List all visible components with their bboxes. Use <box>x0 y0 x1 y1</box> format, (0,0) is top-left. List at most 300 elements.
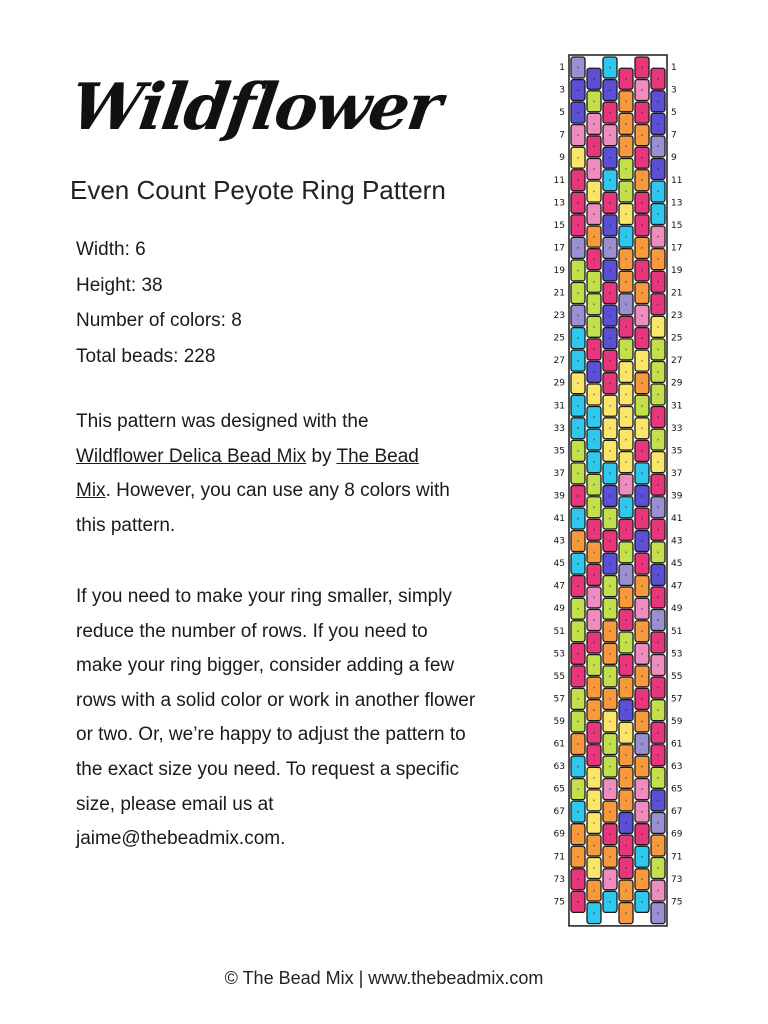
bead-hole-17-4 <box>625 439 627 441</box>
bead-hole-28-4 <box>625 687 627 689</box>
spec-colors: Number of colors: 8 <box>76 310 242 331</box>
bead-hole-20-2 <box>593 506 595 508</box>
bead-hole-13-1 <box>577 337 579 339</box>
bead-hole-6-3 <box>609 179 611 181</box>
row-number-left: 67 <box>553 807 565 818</box>
contact-email[interactable]: jaime@thebeadmix.com <box>76 828 281 850</box>
bead-hole-10-6 <box>657 281 659 283</box>
bead-hole-7-2 <box>593 213 595 215</box>
bead-hole-33-2 <box>593 799 595 801</box>
bead-hole-15-3 <box>609 382 611 384</box>
row-number-right: 41 <box>671 514 683 524</box>
bead-hole-18-4 <box>625 461 627 463</box>
row-number-left: 61 <box>553 739 565 750</box>
row-number-left: 7 <box>559 130 565 141</box>
row-number-right: 17 <box>671 243 683 254</box>
bead-hole-32-1 <box>577 766 579 768</box>
row-number-right: 47 <box>671 581 683 592</box>
bead-hole-4-5 <box>641 134 643 136</box>
bead-hole-37-3 <box>609 878 611 880</box>
bead-hole-32-6 <box>657 777 659 779</box>
bead-hole-36-6 <box>657 867 659 869</box>
bead-hole-36-4 <box>625 867 627 869</box>
bead-hole-7-4 <box>625 213 627 215</box>
bead-hole-20-6 <box>657 506 659 508</box>
row-number-right: 57 <box>671 694 683 705</box>
row-number-right: 27 <box>671 356 683 367</box>
bead-hole-1-4 <box>625 78 627 80</box>
bead-hole-8-3 <box>609 224 611 226</box>
bead-hole-29-6 <box>657 709 659 711</box>
bead-hole-3-3 <box>609 112 611 114</box>
bead-hole-1-3 <box>609 67 611 69</box>
bead-hole-18-2 <box>593 461 595 463</box>
bead-hole-15-1 <box>577 382 579 384</box>
bead-hole-30-2 <box>593 732 595 734</box>
bead-hole-19-6 <box>657 484 659 486</box>
row-number-left: 55 <box>553 671 565 682</box>
bead-hole-30-6 <box>657 732 659 734</box>
bead-hole-26-3 <box>609 630 611 632</box>
bead-hole-8-2 <box>593 236 595 238</box>
the-bead-mix-link-continued[interactable]: Mix <box>76 480 106 502</box>
bead-hole-38-4 <box>625 912 627 914</box>
bead-hole-33-5 <box>641 788 643 790</box>
bead-hole-14-5 <box>641 360 643 362</box>
bead-hole-16-1 <box>577 405 579 407</box>
bead-hole-21-3 <box>609 518 611 520</box>
bead-hole-8-5 <box>641 224 643 226</box>
row-number-left: 19 <box>553 265 565 276</box>
bead-hole-31-4 <box>625 754 627 756</box>
row-number-left: 51 <box>553 626 565 637</box>
paragraph-by-text: by <box>306 445 337 467</box>
row-number-right: 3 <box>671 85 677 96</box>
bead-hole-4-4 <box>625 145 627 147</box>
bead-hole-6-5 <box>641 179 643 181</box>
row-number-left: 59 <box>553 716 565 727</box>
bead-hole-5-4 <box>625 168 627 170</box>
bead-hole-10-1 <box>577 269 579 271</box>
row-number-right: 67 <box>671 807 683 818</box>
bead-hole-11-2 <box>593 303 595 305</box>
bead-hole-3-2 <box>593 123 595 125</box>
bead-hole-12-1 <box>577 315 579 317</box>
row-number-left: 49 <box>553 604 565 615</box>
bead-hole-13-3 <box>609 337 611 339</box>
row-number-right: 31 <box>671 401 683 412</box>
row-number-left: 15 <box>553 220 565 231</box>
bead-hole-34-5 <box>641 811 643 813</box>
bead-hole-10-2 <box>593 281 595 283</box>
bead-hole-22-2 <box>593 551 595 553</box>
row-number-right: 1 <box>671 63 677 73</box>
row-number-left: 71 <box>553 852 565 863</box>
row-number-right: 73 <box>671 874 683 885</box>
bead-hole-15-6 <box>657 393 659 395</box>
bead-hole-32-4 <box>625 777 627 779</box>
row-number-right: 7 <box>671 130 677 141</box>
bead-hole-29-4 <box>625 709 627 711</box>
row-number-right: 55 <box>671 671 683 682</box>
bead-hole-10-3 <box>609 269 611 271</box>
bead-hole-8-6 <box>657 236 659 238</box>
row-number-left: 37 <box>553 468 565 479</box>
row-number-right: 15 <box>671 220 683 231</box>
bead-hole-4-2 <box>593 145 595 147</box>
wildflower-mix-link[interactable]: Wildflower Delica Bead Mix <box>76 445 307 467</box>
bead-hole-10-5 <box>641 269 643 271</box>
bead-hole-37-6 <box>657 890 659 892</box>
bead-hole-6-6 <box>657 191 659 193</box>
bead-hole-37-5 <box>641 878 643 880</box>
row-number-right: 71 <box>671 852 683 863</box>
bead-hole-35-5 <box>641 833 643 835</box>
bead-hole-5-1 <box>577 157 579 159</box>
bead-hole-31-2 <box>593 754 595 756</box>
bead-hole-21-2 <box>593 529 595 531</box>
bead-hole-19-2 <box>593 484 595 486</box>
row-number-left: 43 <box>553 536 565 547</box>
bead-hole-21-6 <box>657 529 659 531</box>
bead-hole-18-5 <box>641 450 643 452</box>
bead-hole-28-3 <box>609 675 611 677</box>
bead-hole-27-1 <box>577 653 579 655</box>
bead-hole-11-1 <box>577 292 579 294</box>
bead-hole-8-1 <box>577 224 579 226</box>
row-number-left: 31 <box>553 401 565 412</box>
row-number-left: 69 <box>553 829 565 840</box>
row-number-right: 5 <box>671 108 677 119</box>
row-number-right: 49 <box>671 604 683 615</box>
bead-hole-12-4 <box>625 326 627 328</box>
bead-hole-1-5 <box>641 67 643 69</box>
pattern-specs <box>76 232 242 374</box>
bead-hole-31-3 <box>609 743 611 745</box>
bead-hole-4-6 <box>657 145 659 147</box>
bead-hole-21-1 <box>577 518 579 520</box>
bead-hole-7-6 <box>657 213 659 215</box>
bead-hole-29-3 <box>609 698 611 700</box>
row-number-right: 33 <box>671 423 683 434</box>
row-number-left: 39 <box>553 491 565 502</box>
row-number-right: 69 <box>671 829 683 840</box>
spec-total-beads: Total beads: 228 <box>76 345 216 367</box>
bead-hole-24-4 <box>625 596 627 598</box>
bead-hole-2-1 <box>577 89 579 91</box>
bead-hole-17-6 <box>657 439 659 441</box>
bead-hole-27-6 <box>657 664 659 666</box>
spec-height: Height: 38 <box>76 274 163 296</box>
bead-hole-12-5 <box>641 315 643 317</box>
bead-hole-11-5 <box>641 292 643 294</box>
bead-hole-23-3 <box>609 563 611 565</box>
bead-hole-27-2 <box>593 664 595 666</box>
bead-hole-24-2 <box>593 596 595 598</box>
bead-hole-9-4 <box>625 258 627 260</box>
row-number-right: 29 <box>671 378 683 389</box>
row-number-left: 33 <box>553 423 565 434</box>
page-footer: © The Bead Mix | www.thebeadmix.com <box>224 968 544 988</box>
bead-hole-15-2 <box>593 393 595 395</box>
bead-hole-29-1 <box>577 698 579 700</box>
bead-hole-10-4 <box>625 281 627 283</box>
bead-hole-20-4 <box>625 506 627 508</box>
row-number-left: 65 <box>553 784 565 795</box>
bead-hole-34-4 <box>625 822 627 824</box>
bead-hole-14-1 <box>577 360 579 362</box>
row-number-left: 13 <box>553 198 565 209</box>
bead-hole-12-6 <box>657 326 659 328</box>
bead-hole-24-6 <box>657 596 659 598</box>
bead-hole-35-4 <box>625 844 627 846</box>
row-number-right: 63 <box>671 762 683 773</box>
bead-hole-31-1 <box>577 743 579 745</box>
bead-hole-22-5 <box>641 540 643 542</box>
bead-hole-16-5 <box>641 405 643 407</box>
bead-hole-16-2 <box>593 416 595 418</box>
bead-mix-paragraph <box>76 405 476 543</box>
row-number-left: 21 <box>553 288 565 299</box>
bead-hole-15-5 <box>641 382 643 384</box>
bead-hole-1-2 <box>593 78 595 80</box>
bead-hole-21-5 <box>641 518 643 520</box>
bead-hole-7-1 <box>577 202 579 204</box>
bead-hole-26-5 <box>641 630 643 632</box>
bead-hole-33-6 <box>657 799 659 801</box>
bead-hole-36-1 <box>577 856 579 858</box>
bead-hole-16-6 <box>657 416 659 418</box>
bead-hole-9-5 <box>641 247 643 249</box>
bead-hole-21-4 <box>625 529 627 531</box>
bead-hole-22-6 <box>657 551 659 553</box>
bead-hole-18-1 <box>577 450 579 452</box>
bead-hole-32-3 <box>609 766 611 768</box>
bead-hole-25-4 <box>625 619 627 621</box>
row-number-right: 61 <box>671 739 683 750</box>
bead-hole-15-4 <box>625 393 627 395</box>
bead-hole-35-2 <box>593 844 595 846</box>
bead-hole-19-3 <box>609 472 611 474</box>
row-number-right: 37 <box>671 468 683 479</box>
bead-hole-29-5 <box>641 698 643 700</box>
bead-hole-9-3 <box>609 247 611 249</box>
row-number-right: 25 <box>671 333 683 344</box>
bead-hole-36-3 <box>609 856 611 858</box>
bead-hole-22-3 <box>609 540 611 542</box>
bead-hole-2-6 <box>657 100 659 102</box>
row-number-right: 51 <box>671 626 683 637</box>
bead-hole-35-6 <box>657 844 659 846</box>
bead-hole-13-6 <box>657 348 659 350</box>
bead-hole-3-4 <box>625 123 627 125</box>
bead-hole-24-5 <box>641 585 643 587</box>
bead-hole-27-3 <box>609 653 611 655</box>
bead-hole-11-4 <box>625 303 627 305</box>
bead-hole-34-2 <box>593 822 595 824</box>
bead-hole-14-2 <box>593 371 595 373</box>
bead-hole-25-6 <box>657 619 659 621</box>
bead-hole-34-6 <box>657 822 659 824</box>
bead-hole-14-3 <box>609 360 611 362</box>
bead-hole-9-2 <box>593 258 595 260</box>
row-number-left: 63 <box>553 762 565 773</box>
row-number-right: 9 <box>671 153 677 164</box>
bead-hole-30-1 <box>577 720 579 722</box>
row-number-right: 11 <box>671 175 683 186</box>
bead-hole-24-1 <box>577 585 579 587</box>
bead-hole-2-5 <box>641 89 643 91</box>
bead-hole-26-4 <box>625 642 627 644</box>
row-number-right: 45 <box>671 559 683 570</box>
bead-hole-3-6 <box>657 123 659 125</box>
row-number-right: 13 <box>671 198 683 209</box>
row-number-right: 59 <box>671 716 683 727</box>
bead-hole-35-3 <box>609 833 611 835</box>
bead-hole-12-2 <box>593 326 595 328</box>
bead-hole-30-5 <box>641 720 643 722</box>
row-number-left: 11 <box>553 175 565 186</box>
bead-hole-37-1 <box>577 878 579 880</box>
bead-hole-1-6 <box>657 78 659 80</box>
paragraph-rest-text: . However, you can use any 8 colors with this pattern. <box>76 480 450 536</box>
bead-hole-20-1 <box>577 495 579 497</box>
bead-hole-20-3 <box>609 495 611 497</box>
bead-hole-7-3 <box>609 202 611 204</box>
bead-hole-17-3 <box>609 427 611 429</box>
bead-hole-34-3 <box>609 811 611 813</box>
peyote-pattern-chart <box>540 50 700 930</box>
bead-hole-38-3 <box>609 901 611 903</box>
bead-hole-4-3 <box>609 134 611 136</box>
bead-hole-28-1 <box>577 675 579 677</box>
bead-hole-38-6 <box>657 912 659 914</box>
bead-hole-3-5 <box>641 112 643 114</box>
bead-hole-26-1 <box>577 630 579 632</box>
row-number-left: 29 <box>553 378 565 389</box>
row-number-left: 1 <box>559 63 565 73</box>
bead-hole-6-1 <box>577 179 579 181</box>
row-number-left: 17 <box>553 243 565 254</box>
bead-hole-31-5 <box>641 743 643 745</box>
bead-hole-30-4 <box>625 732 627 734</box>
bead-hole-22-4 <box>625 551 627 553</box>
row-number-right: 23 <box>671 311 683 322</box>
bead-hole-33-1 <box>577 788 579 790</box>
bead-hole-24-3 <box>609 585 611 587</box>
bead-hole-35-1 <box>577 833 579 835</box>
bead-hole-23-5 <box>641 563 643 565</box>
bead-hole-4-1 <box>577 134 579 136</box>
bead-hole-36-5 <box>641 856 643 858</box>
bead-hole-16-4 <box>625 416 627 418</box>
pattern-title: Wildflower <box>66 70 445 145</box>
row-number-left: 9 <box>559 153 565 164</box>
row-number-left: 41 <box>553 514 565 524</box>
bead-hole-37-2 <box>593 890 595 892</box>
resize-instructions-paragraph <box>76 580 476 857</box>
bead-hole-25-2 <box>593 619 595 621</box>
row-number-right: 19 <box>671 265 683 276</box>
row-number-left: 25 <box>553 333 565 344</box>
bead-hole-27-4 <box>625 664 627 666</box>
bead-hole-5-3 <box>609 157 611 159</box>
bead-hole-17-2 <box>593 439 595 441</box>
row-number-right: 53 <box>671 649 683 660</box>
row-number-right: 43 <box>671 536 683 547</box>
bead-hole-6-2 <box>593 191 595 193</box>
row-number-right: 35 <box>671 446 683 457</box>
bead-hole-2-4 <box>625 100 627 102</box>
bead-hole-38-1 <box>577 901 579 903</box>
bead-hole-37-4 <box>625 890 627 892</box>
bead-hole-11-6 <box>657 303 659 305</box>
bead-hole-28-2 <box>593 687 595 689</box>
row-number-left: 23 <box>553 311 565 322</box>
bead-hole-28-5 <box>641 675 643 677</box>
bead-hole-16-3 <box>609 405 611 407</box>
row-number-left: 73 <box>553 874 565 885</box>
bead-hole-26-6 <box>657 642 659 644</box>
row-number-left: 47 <box>553 581 565 592</box>
row-number-left: 3 <box>559 85 565 96</box>
pattern-chart-svg <box>540 50 700 930</box>
bead-hole-5-5 <box>641 157 643 159</box>
bead-hole-1-1 <box>577 67 579 69</box>
bead-hole-34-1 <box>577 811 579 813</box>
bead-hole-25-3 <box>609 608 611 610</box>
bead-hole-26-2 <box>593 642 595 644</box>
pattern-subtitle: Even Count Peyote Ring Pattern <box>70 175 446 205</box>
bead-hole-13-2 <box>593 348 595 350</box>
row-number-left: 5 <box>559 108 565 119</box>
bead-hole-8-4 <box>625 236 627 238</box>
row-number-left: 35 <box>553 446 565 457</box>
bead-hole-2-2 <box>593 100 595 102</box>
bead-hole-3-1 <box>577 112 579 114</box>
bead-hole-38-2 <box>593 912 595 914</box>
bead-hole-13-4 <box>625 348 627 350</box>
row-number-left: 27 <box>553 356 565 367</box>
bead-hole-14-6 <box>657 371 659 373</box>
bead-hole-9-6 <box>657 258 659 260</box>
bead-hole-13-5 <box>641 337 643 339</box>
bead-hole-6-4 <box>625 191 627 193</box>
row-number-right: 39 <box>671 491 683 502</box>
bead-hole-23-2 <box>593 574 595 576</box>
bead-hole-14-4 <box>625 371 627 373</box>
bead-hole-17-1 <box>577 427 579 429</box>
email-period: . <box>280 828 286 850</box>
bead-hole-38-5 <box>641 901 643 903</box>
bead-hole-7-5 <box>641 202 643 204</box>
resize-instructions-text: If you need to make your ring smaller, simply reduce the number of rows. If you need to make your ring bigger, consider adding a few rows with a solid color or work in another flower or two. Or, we’re happy to adjust the pattern to the exact size you need. To request a specific size, please email us at <box>76 586 476 815</box>
bead-hole-23-6 <box>657 574 659 576</box>
bead-hole-12-3 <box>609 315 611 317</box>
row-number-right: 75 <box>671 897 683 908</box>
bead-hole-31-6 <box>657 754 659 756</box>
bead-hole-23-4 <box>625 574 627 576</box>
row-number-left: 57 <box>553 694 565 705</box>
bead-hole-19-4 <box>625 484 627 486</box>
bead-hole-36-2 <box>593 867 595 869</box>
bead-hole-20-5 <box>641 495 643 497</box>
bead-hole-18-6 <box>657 461 659 463</box>
bead-hole-33-4 <box>625 799 627 801</box>
row-number-right: 65 <box>671 784 683 795</box>
spec-width: Width: 6 <box>76 239 146 260</box>
the-bead-mix-link[interactable]: The Bead <box>336 445 419 467</box>
